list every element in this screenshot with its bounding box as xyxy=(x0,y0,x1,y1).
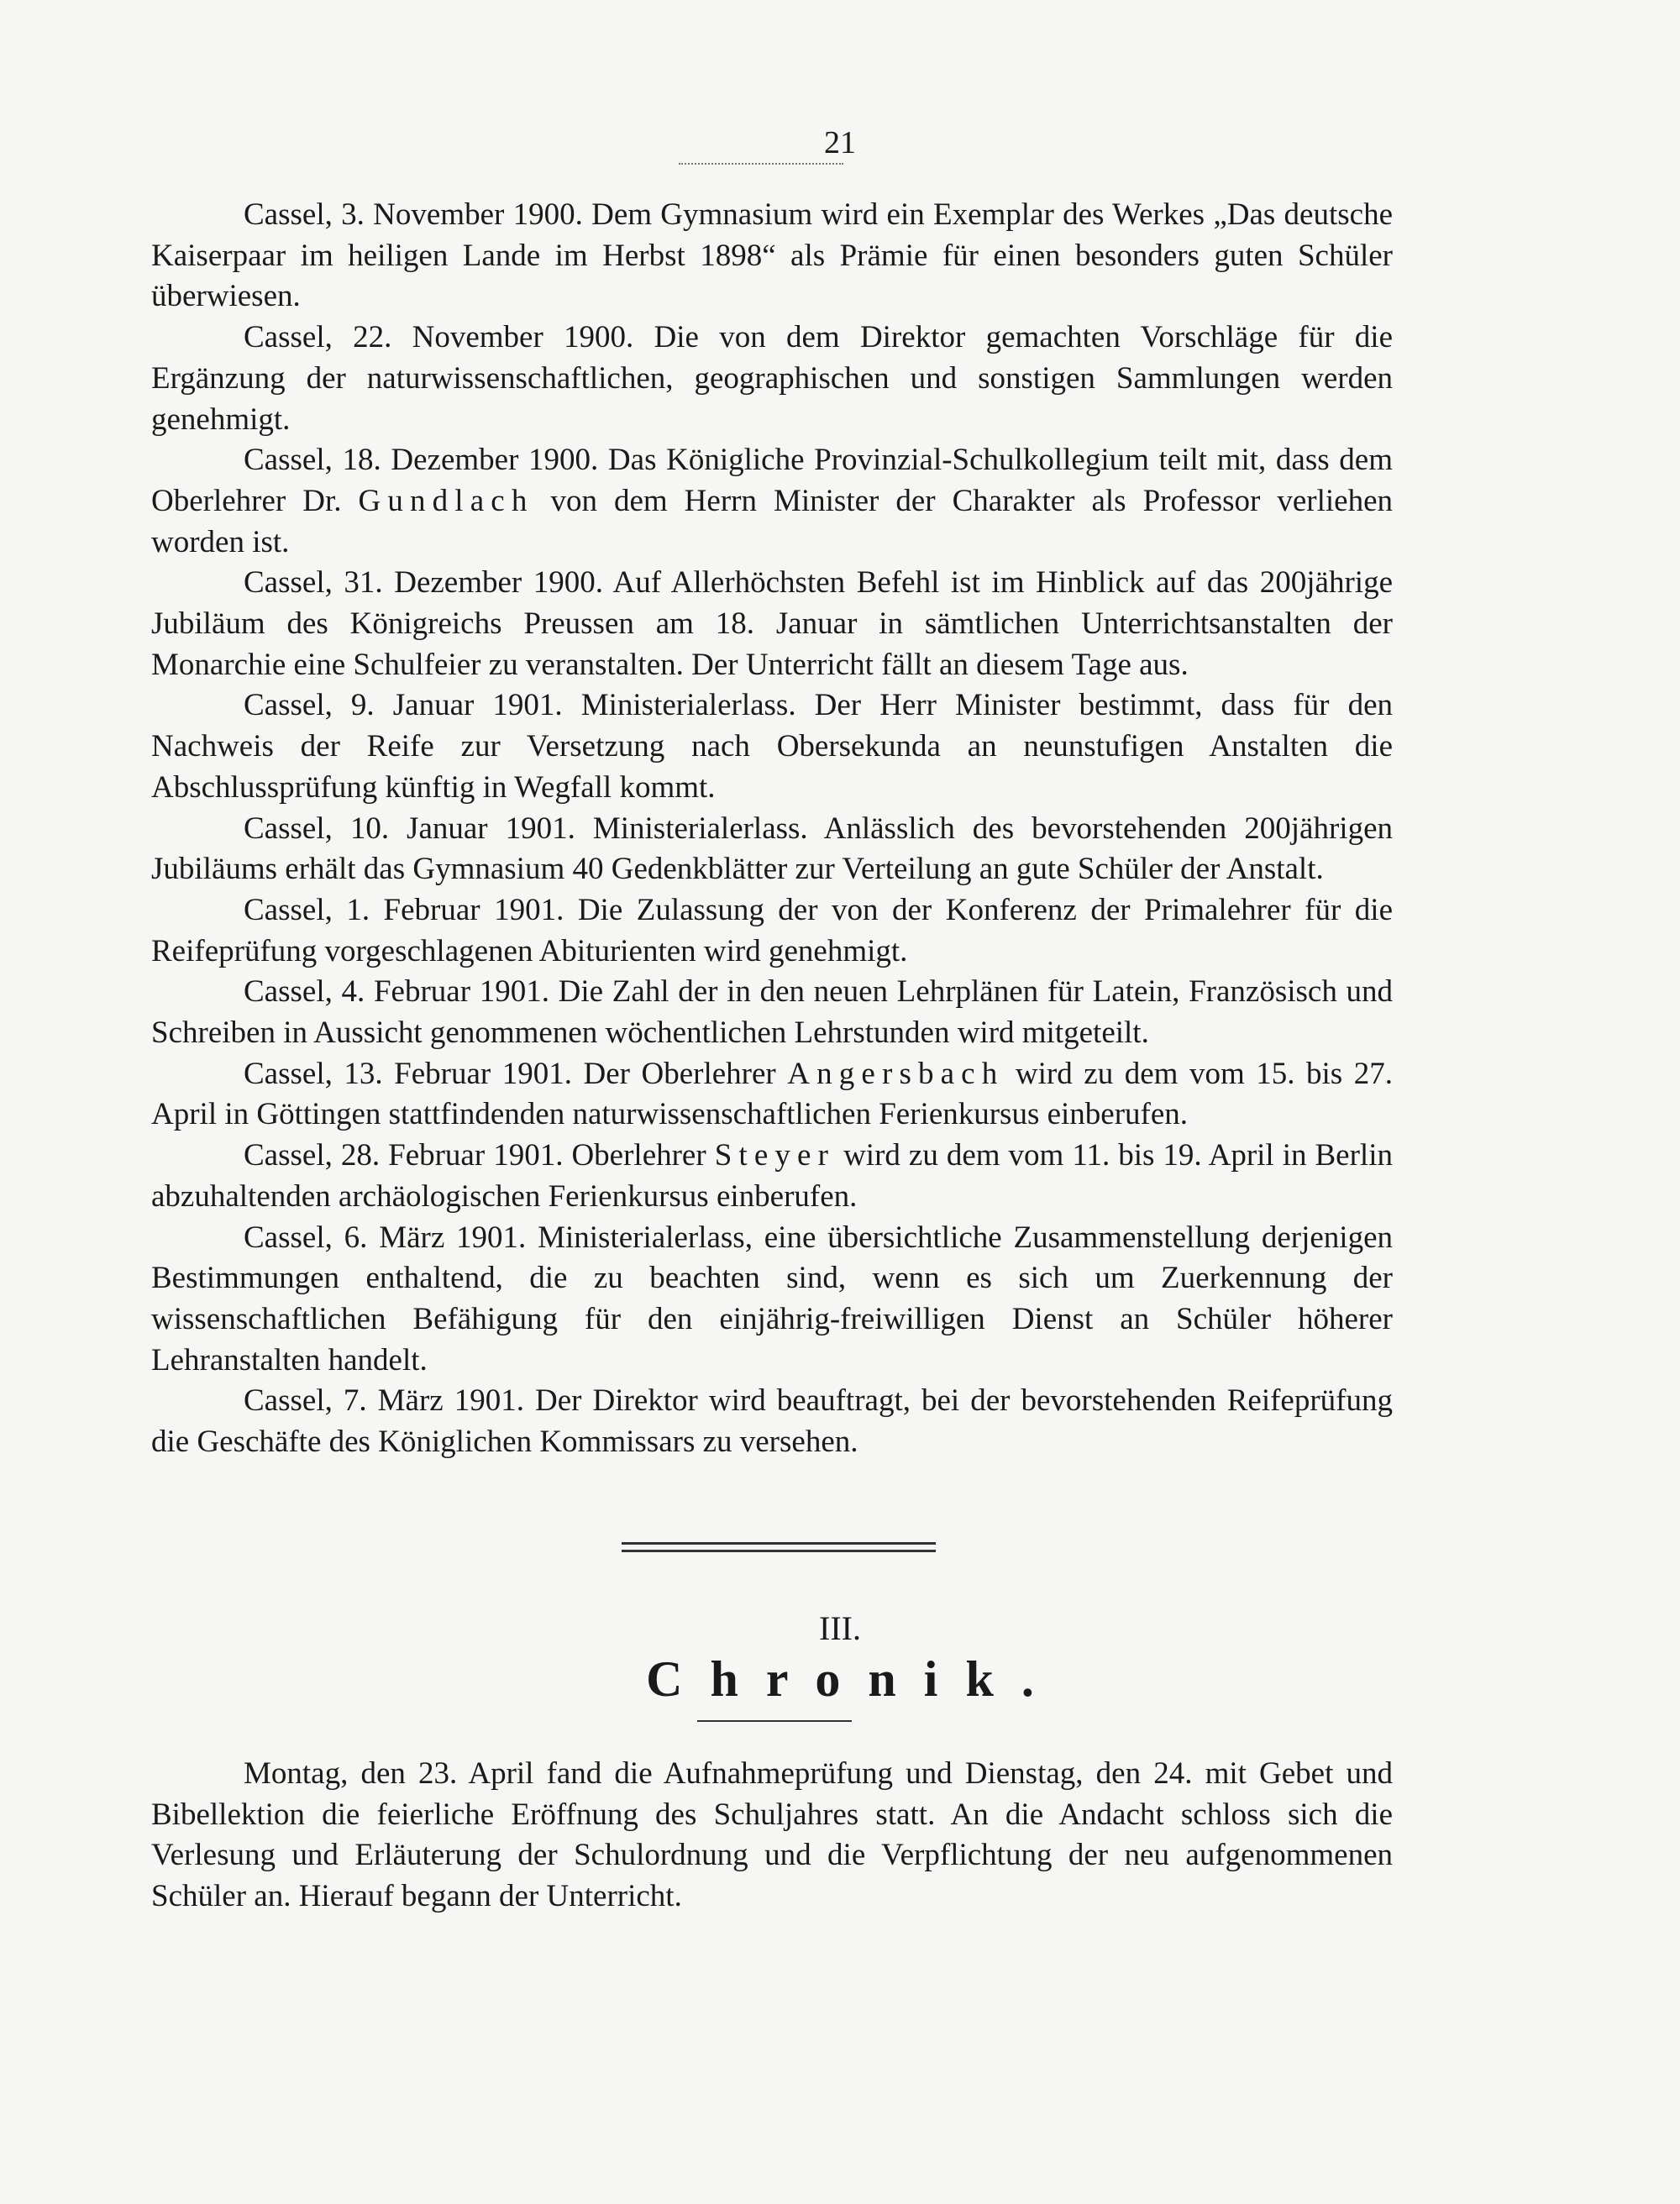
spaced-name: Angersbach xyxy=(787,1056,1005,1091)
page-number-ornament xyxy=(679,163,843,170)
decree-entry: Cassel, 6. März 1901. Ministerialerlass, eine übersichtliche Zusammenstellung derjenigen Bestimmungen enthaltend, die zu beachten sind, wenn es sich um Zuerkennung der wissenschaftlichen Befähigung für den einjährig-freiwilligen Dienst an Schüler höherer Lehranstalten handelt. xyxy=(151,1220,1393,1378)
decree-entry xyxy=(151,440,1393,563)
section-divider xyxy=(622,1542,936,1552)
entry-text: Cassel, 18. Dezember 1900. Das Königliche Provinzial-Schulkollegium teilt mit, dass dem Oberlehrer Dr. xyxy=(151,443,1393,518)
decree-entry: Cassel, 4. Februar 1901. Die Zahl der in den neuen Lehrplänen für Latein, Französisch und Schreiben in Aussicht genommenen wöchentlichen Lehrstunden wird mitgeteilt. xyxy=(151,974,1393,1051)
decree-entry: Cassel, 7. März 1901. Der Direktor wird beauftragt, bei der bevorstehenden Reifeprüfung die Geschäfte des Königlichen Kommissars zu versehen. xyxy=(151,1383,1393,1460)
section-number: III. xyxy=(819,1609,861,1647)
decree-list xyxy=(151,195,1393,1463)
spaced-name: Steyer xyxy=(714,1138,836,1173)
section-title: Chronik. xyxy=(646,1651,1062,1707)
decree-entry: Cassel, 22. November 1900. Die von dem Direktor gemachten Vorschläge für die Ergänzung der naturwissenschaftlichen, geographischen und sonstigen Sammlungen werden genehmigt. xyxy=(151,320,1393,437)
decree-entry xyxy=(151,1136,1393,1217)
entry-text: wird zu dem vom 15. bis 27. April in Göttingen stattfindenden naturwissenschaftlichen Ferienkursus einberufen. xyxy=(151,1056,1393,1132)
decree-entry: Cassel, 31. Dezember 1900. Auf Allerhöchsten Befehl ist im Hinblick auf das 200jährige Jubiläum des Königreichs Preussen am 18. Januar in sämtlichen Unterrichtsanstalten der Monarchie eine Schulfeier zu veranstalten. Der Unterricht fällt an diesem Tage aus. xyxy=(151,565,1393,682)
entry-text: Cassel, 28. Februar 1901. Oberlehrer xyxy=(244,1138,715,1173)
title-underline xyxy=(697,1720,852,1722)
decree-entry: Cassel, 10. Januar 1901. Ministerialerlass. Anlässlich des bevorstehenden 200jährigen Jubiläums erhält das Gymnasium 40 Gedenkblätter zur Verteilung an gute Schüler der Anstalt. xyxy=(151,811,1393,887)
entry-text: wird zu dem vom 11. bis 19. April in Berlin abzuhaltenden archäologischen Ferienkursus einberufen. xyxy=(151,1138,1393,1214)
decree-entry: Cassel, 9. Januar 1901. Ministerialerlass. Der Herr Minister bestimmt, dass für den Nachweis der Reife zur Versetzung nach Obersekunda an neunstufigen Anstalten die Abschlussprüfung künftig in Wegfall kommt. xyxy=(151,688,1393,805)
entry-text: von dem Herrn Minister der Charakter als Professor verliehen worden ist. xyxy=(151,483,1393,559)
decree-entry: Cassel, 3. November 1900. Dem Gymnasium wird ein Exemplar des Werkes „Das deutsche Kaiserpaar im heiligen Lande im Herbst 1898“ als Prämie für einen besonders guten Schüler überwiesen. xyxy=(151,197,1393,314)
entry-text: Cassel, 13. Februar 1901. Der Oberlehrer xyxy=(244,1056,788,1091)
chronik-body xyxy=(151,1754,1393,1918)
decree-entry xyxy=(151,1054,1393,1136)
spaced-name: Gundlach xyxy=(358,483,534,518)
decree-entry: Cassel, 1. Februar 1901. Die Zulassung der von der Konferenz der Primalehrer für die Reifeprüfung vorgeschlagenen Abiturienten wird genehmigt. xyxy=(151,892,1393,968)
page-number: 21 xyxy=(824,125,856,160)
chronik-paragraph: Montag, den 23. April fand die Aufnahmeprüfung und Dienstag, den 24. mit Gebet und Bibellektion die feierliche Eröffnung des Schuljahres statt. An die Andacht schloss sich die Verlesung und Erläuterung der Schulordnung und die Verpflichtung der neu aufgenommenen Schüler an. Hierauf begann der Unterricht. xyxy=(151,1756,1393,1914)
